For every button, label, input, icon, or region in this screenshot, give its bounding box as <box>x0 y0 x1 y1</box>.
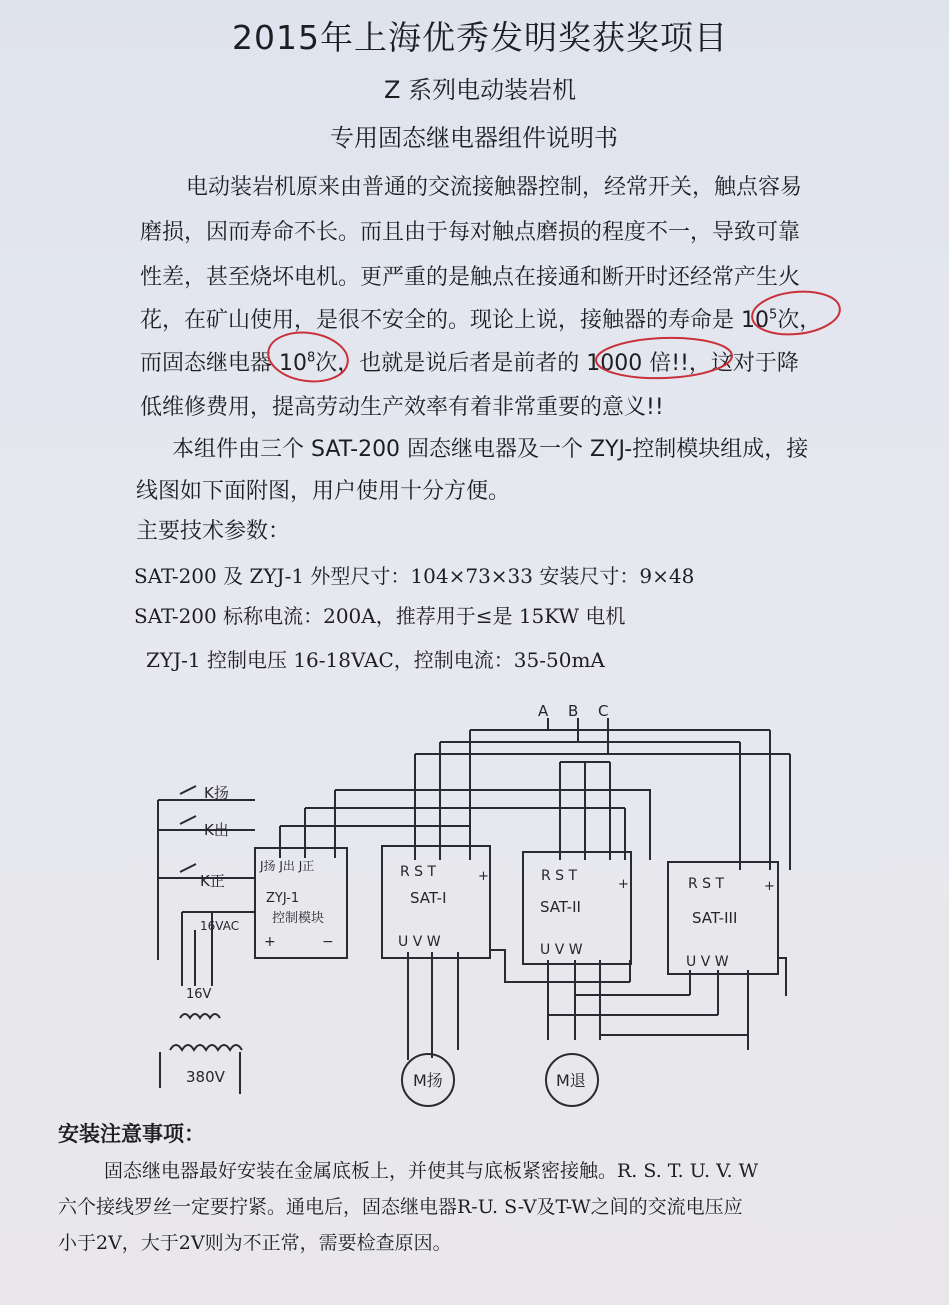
transformer-secondary-label: 16V <box>186 987 212 1002</box>
transformer-primary-coil <box>170 1045 242 1050</box>
control-module-name: 控制模块 <box>272 911 325 926</box>
transformer <box>160 912 255 1094</box>
sat-3-plus: + <box>764 879 775 894</box>
transformer-secondary-coil <box>180 1014 220 1018</box>
control-module-plus: + <box>264 934 276 950</box>
sat-2-output-terms: U V W <box>540 942 583 958</box>
phase-a-label: A <box>538 702 549 720</box>
control-switches <box>158 784 255 960</box>
motor-wiring <box>408 950 786 1060</box>
install-note-line-3: 小于2V，大于2V则为不正常，需要检查原因。 <box>58 1232 452 1254</box>
red-circle-10-5 <box>750 288 842 339</box>
contactor-life-exponent: 5 <box>769 307 778 323</box>
sat-3-output-terms: U V W <box>686 954 729 970</box>
intro-line-4-text: 花，在矿山使用，是很不安全的。现论上说，接触器的寿命是 <box>140 308 741 333</box>
control-module-model: ZYJ-1 <box>266 891 300 906</box>
sat-2-label: SAT-II <box>540 898 581 916</box>
install-note-line-2: 六个接线罗丝一定要拧紧。通电后，固态继电器R-U. S-V及T-W之间的交流电压应 <box>58 1196 743 1218</box>
phase-c-label: C <box>598 702 609 720</box>
motor-2-label: M退 <box>556 1071 586 1090</box>
sat-3-label: SAT-III <box>692 909 738 927</box>
intro-line-4-end: 次， <box>777 308 822 333</box>
intro-line-6: 低维修费用，提高劳动生产效率有着非常重要的意义!! <box>140 395 664 420</box>
spec-dimensions: SAT-200 及 ZYJ-1 外型尺寸：104×73×33 安装尺寸：9×48 <box>134 564 695 588</box>
spec-current: SAT-200 标称电流：200A，推荐用于≤是 15KW 电机 <box>134 604 626 628</box>
intro-line-5-end: 次，也就是说后者是前者的 1000 倍!!，这对于降 <box>315 351 799 376</box>
sat-3-input-terms: R S T <box>688 876 725 892</box>
switch-1-label: K扬 <box>204 784 229 802</box>
phase-b-label: B <box>568 702 579 720</box>
ssr-life-base: 10 <box>279 351 307 376</box>
red-circle-10-8 <box>265 328 351 387</box>
product-name: Z 系列电动装岩机 <box>384 76 577 104</box>
supply-bus-lines <box>415 730 790 870</box>
sat-2-input-terms: R S T <box>541 868 578 884</box>
control-lines <box>280 790 650 860</box>
wiring-diagram <box>0 690 949 1115</box>
composition-line-1: 本组件由三个 SAT-200 固态继电器及一个 ZYJ-控制模块组成，接 <box>172 437 809 462</box>
intro-line-2: 磨损，因而寿命不长。而且由于每对触点磨损的程度不一，导致可靠 <box>140 220 801 245</box>
sat-1-output-terms: U V W <box>398 934 441 950</box>
sat-1-input-terms: R S T <box>400 864 437 880</box>
spec-control: ZYJ-1 控制电压 16-18VAC，控制电流：35-50mA <box>146 648 605 672</box>
sat-2-plus: + <box>618 877 629 892</box>
red-circle-1000 <box>595 336 732 381</box>
contactor-life-base: 10 <box>741 308 769 333</box>
document-title: 2015年上海优秀发明奖获奖项目 <box>232 18 728 57</box>
sat-1-label: SAT-I <box>410 889 447 907</box>
switch-3-label: K正 <box>200 872 225 890</box>
composition-line-2: 线图如下面附图，用户使用十分方便。 <box>136 479 511 504</box>
switch-2-label: K出 <box>204 821 229 839</box>
manual-title: 专用固态继电器组件说明书 <box>330 124 618 152</box>
intro-line-1: 电动装岩机原来由普通的交流接触器控制，经常开关，触点容易 <box>186 175 803 200</box>
ssr-life-exponent: 8 <box>307 350 316 366</box>
control-module-terms: J扬 J出 J正 <box>260 859 315 873</box>
install-note-line-1: 固态继电器最好安装在金属底板上，并使其与底板紧密接触。R. S. T. U. V. W <box>104 1160 759 1182</box>
supply-voltage-label: 16VAC <box>200 919 240 933</box>
motor-1-label: M扬 <box>413 1071 443 1090</box>
phase-drops <box>548 718 608 754</box>
specs-heading: 主要技术参数： <box>136 519 291 544</box>
install-notes-heading: 安装注意事项： <box>58 1122 205 1146</box>
sat-1-plus: + <box>478 869 489 884</box>
phase-inputs <box>538 702 608 754</box>
intro-line-5-text: 而固态继电器 <box>140 351 279 376</box>
transformer-primary-label: 380V <box>186 1068 225 1086</box>
control-module-minus: − <box>322 934 334 950</box>
intro-line-3: 性差，甚至烧坏电机。更严重的是触点在接通和断开时还经常产生火 <box>140 265 801 290</box>
